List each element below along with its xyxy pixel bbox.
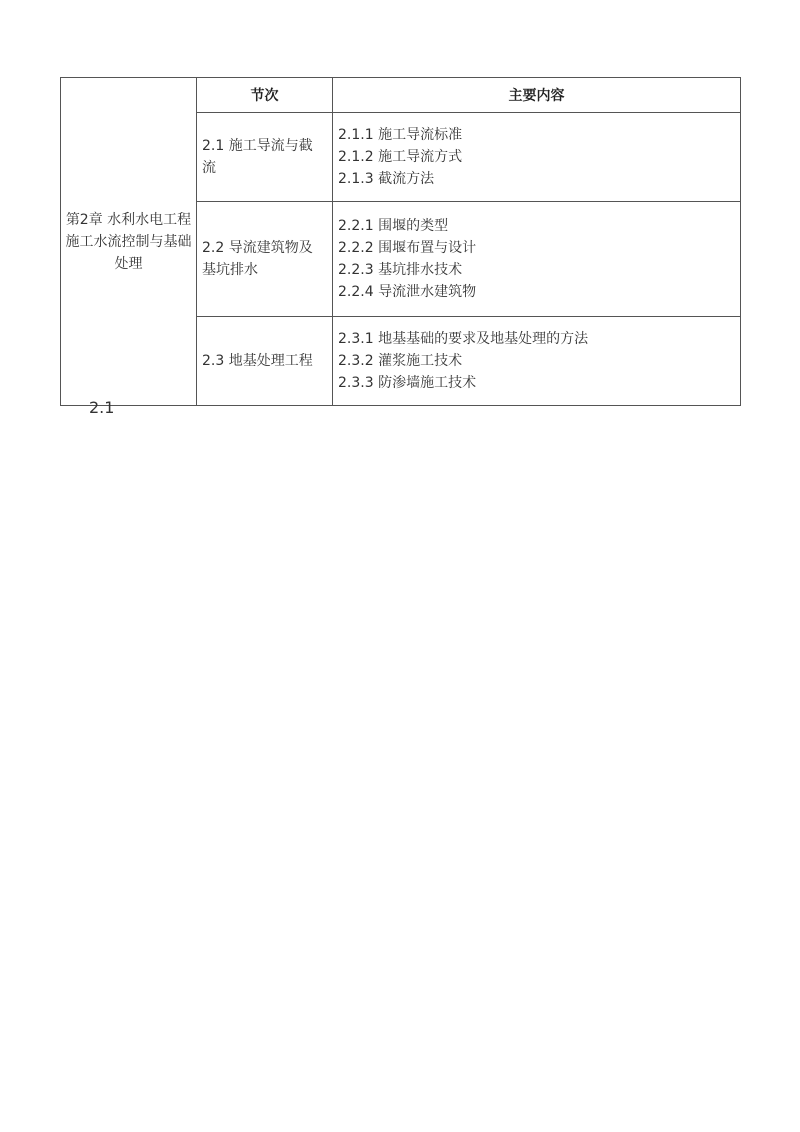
- content-header: 主要内容: [333, 78, 741, 113]
- content-item: 2.3.3 防渗墙施工技术: [338, 375, 477, 391]
- content-item: 2.1.3 截流方法: [338, 171, 435, 187]
- content-item: 2.3.2 灌浆施工技术: [338, 353, 463, 369]
- section-cell: 2.2 导流建筑物及基坑排水: [197, 202, 333, 317]
- section-header: 节次: [197, 78, 333, 113]
- content-item: 2.1.2 施工导流方式: [338, 149, 463, 165]
- content-cell: [333, 202, 741, 317]
- content-item: 2.2.3 基坑排水技术: [338, 262, 463, 278]
- section-number-text: 2.1: [89, 398, 115, 417]
- content-item: 2.2.4 导流泄水建筑物: [338, 284, 477, 300]
- content-item: 2.3.1 地基基础的要求及地基处理的方法: [338, 331, 589, 347]
- table-header-row: [61, 78, 741, 113]
- section-cell: 2.3 地基处理工程: [197, 317, 333, 406]
- content-item: 2.2.2 围堰布置与设计: [338, 240, 477, 256]
- section-cell: 2.1 施工导流与截流: [197, 113, 333, 202]
- content-item: 2.1.1 施工导流标准: [338, 127, 463, 143]
- content-cell: [333, 317, 741, 406]
- content-cell: [333, 113, 741, 202]
- chapter-outline-table: [60, 77, 741, 406]
- content-item: 2.2.1 围堰的类型: [338, 218, 449, 234]
- chapter-cell: 第2章 水利水电工程施工水流控制与基础处理: [61, 78, 197, 406]
